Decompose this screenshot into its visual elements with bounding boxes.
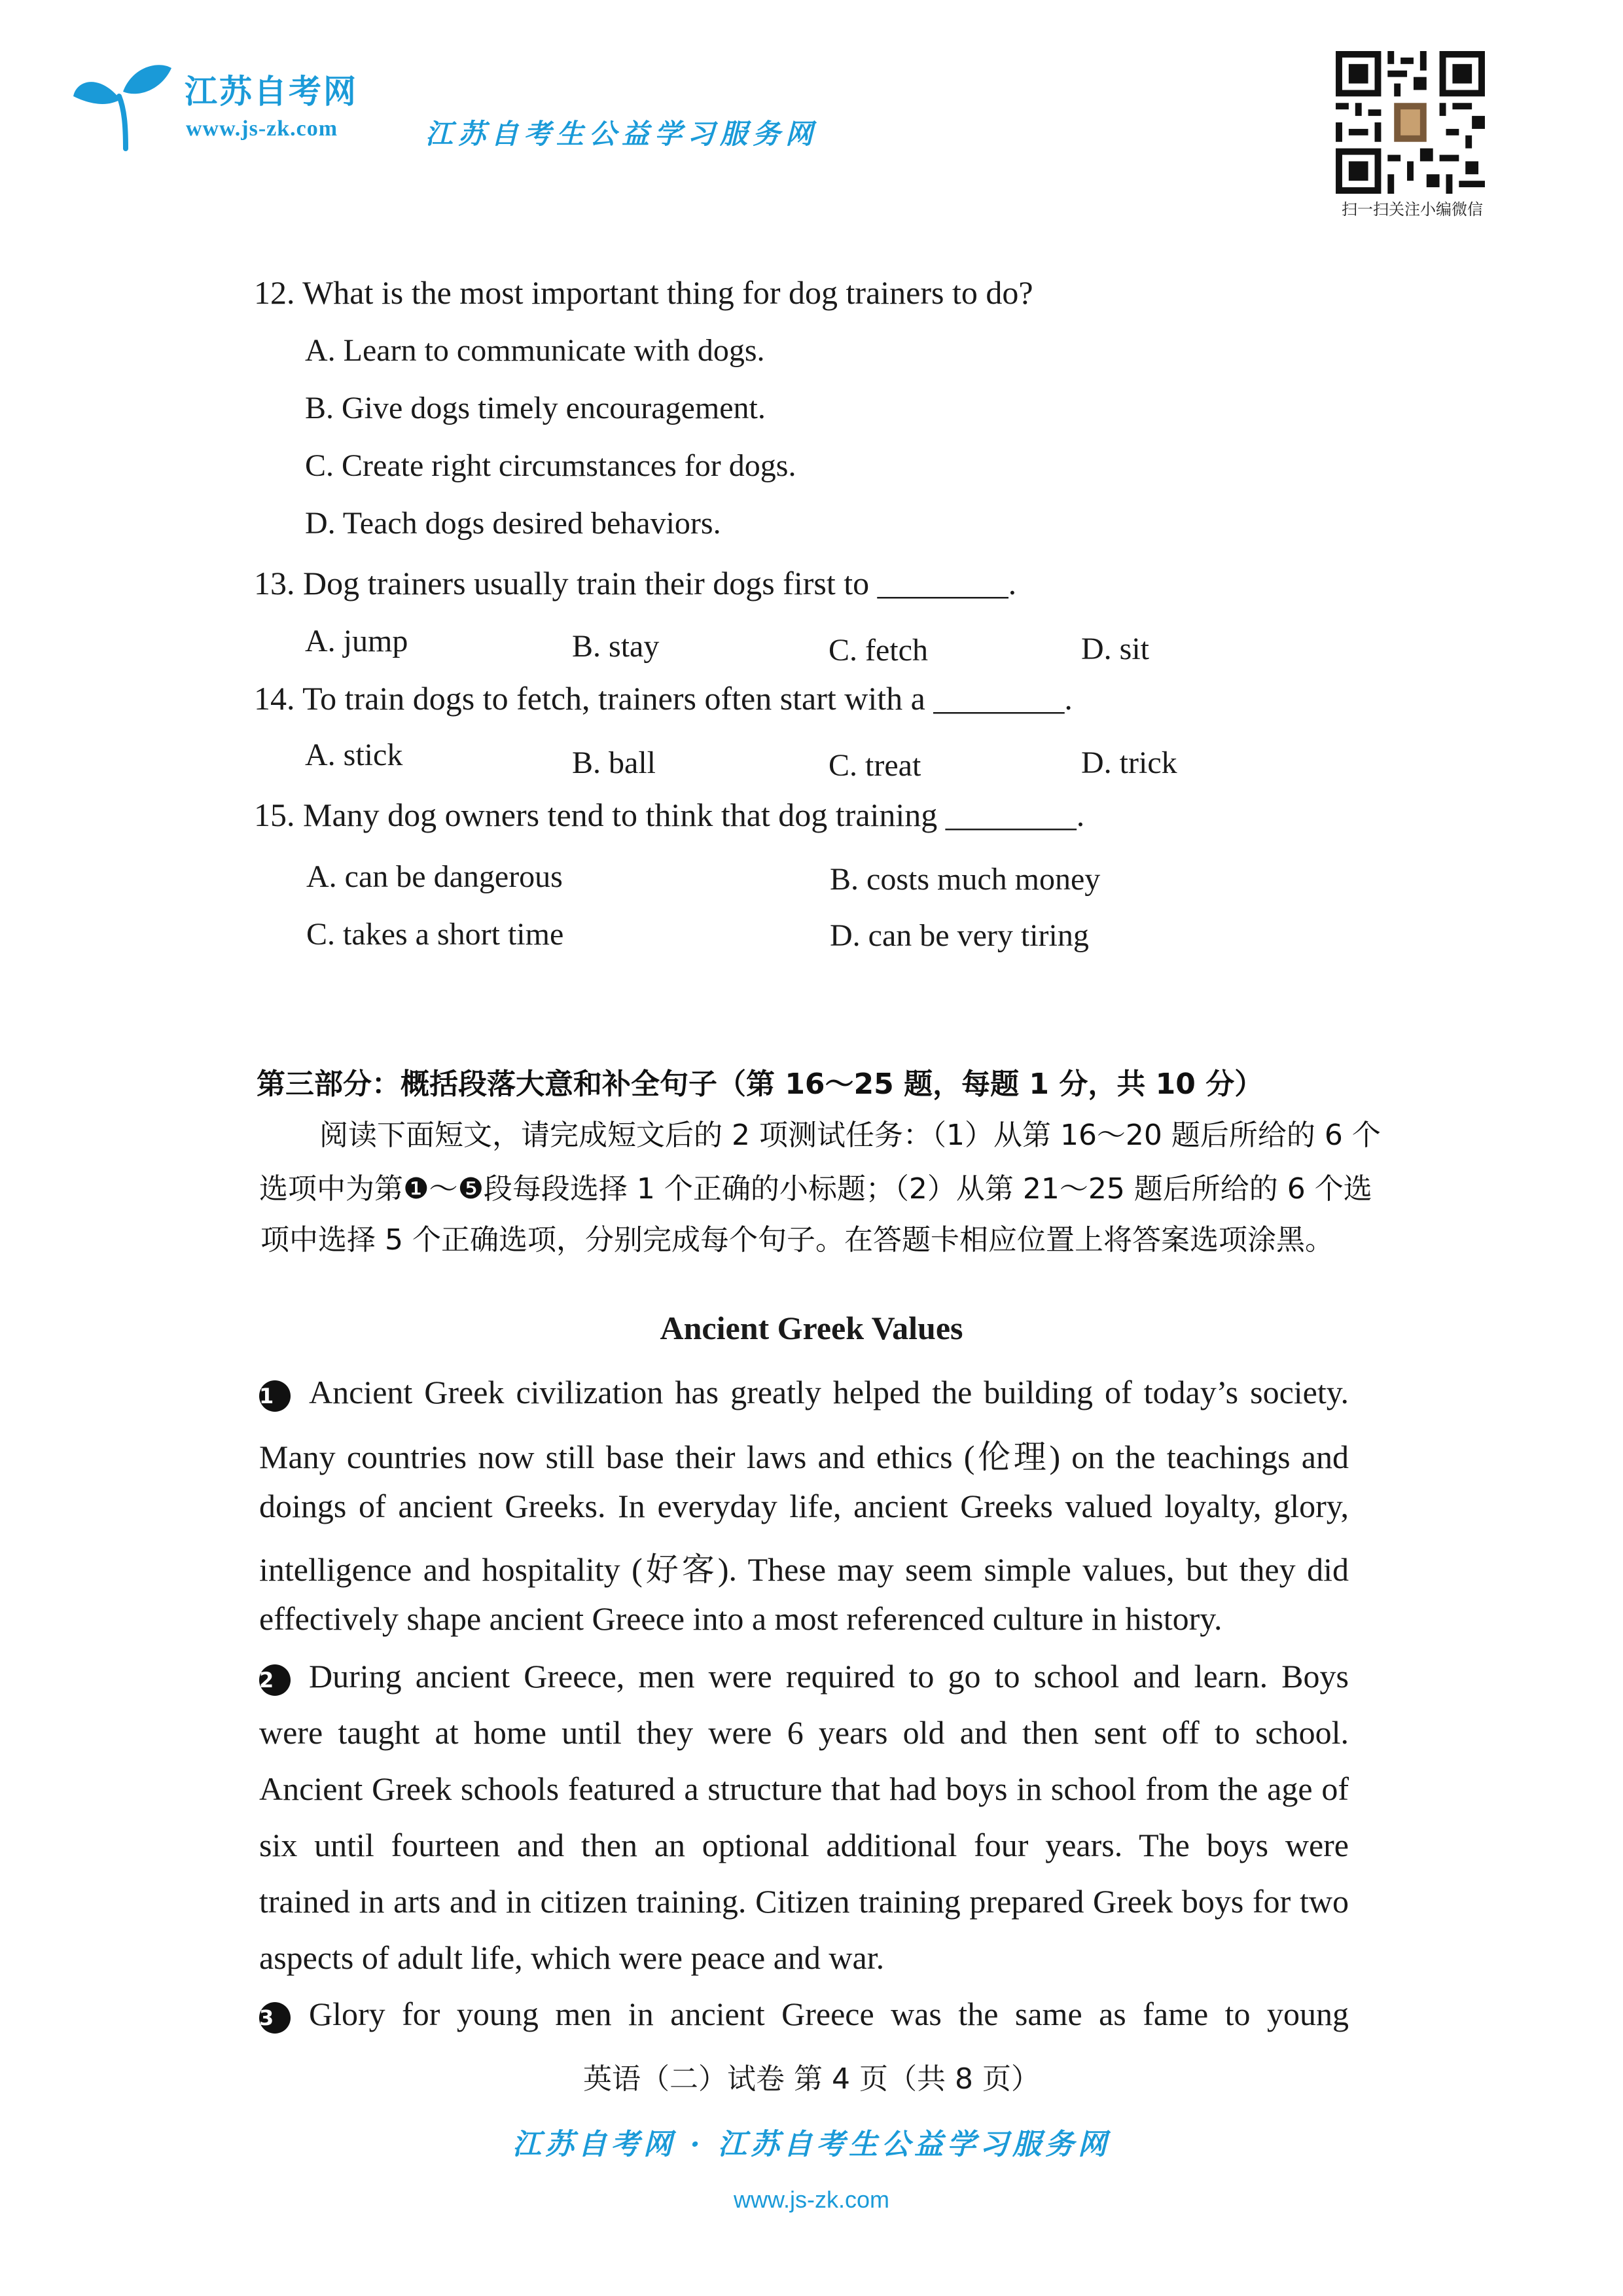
question-13-stem: 13. Dog trainers usually train their dogs first to ________. [254, 565, 1017, 601]
section3-heading: 第三部分：概括段落大意和补全句子（第 16～25 题，每题 1 分，共 10 分） [257, 1067, 1264, 1101]
section3-instruction-line: 项中选择 5 个正确选项，分别完成每个句子。在答题卡相应位置上将答案选项涂黑。 [260, 1223, 1334, 1257]
question-15-option-d: D. can be very tiring [830, 918, 1089, 953]
paragraph-1-line: 1 Ancient Greek civilization has greatly helped the building of today’s society. [259, 1374, 1349, 1410]
passage-title: Ancient Greek Values [660, 1310, 963, 1346]
question-14-option-c: C. treat [829, 748, 921, 783]
site-name: 江苏自考网 [185, 73, 358, 111]
paragraph-2-line: 2 During ancient Greece, men were required to go to school and learn. Boys [259, 1658, 1349, 1695]
qr-code-icon[interactable] [1335, 51, 1486, 194]
site-slogan: 江苏自考生公益学习服务网 [425, 118, 819, 150]
question-15-stem: 15. Many dog owners tend to think that dog training ________. [254, 797, 1085, 833]
question-12-option-a: A. Learn to communicate with dogs. [305, 333, 765, 368]
question-14-option-b: B. ball [572, 745, 656, 780]
paragraph-1-line: doings of ancient Greeks. In everyday life, ancient Greeks valued loyalty, glory, [259, 1488, 1349, 1524]
question-15-option-b: B. costs much money [830, 862, 1101, 897]
paragraph-3-line: 3 Glory for young men in ancient Greece was the same as fame to young [259, 1996, 1349, 2032]
paragraph-marker: 2 [259, 1664, 291, 1696]
question-13-option-c: C. fetch [829, 633, 928, 668]
question-13-option-d: D. sit [1081, 632, 1150, 666]
question-12-option-c: C. Create right circumstances for dogs. [305, 448, 796, 483]
question-15-option-c: C. takes a short time [306, 917, 564, 952]
question-13-option-b: B. stay [572, 629, 660, 664]
question-12-stem: 12. What is the most important thing for dog trainers to do? [254, 274, 1033, 311]
section3-instruction-line: 阅读下面短文，请完成短文后的 2 项测试任务：（1）从第 16～20 题后所给的 6 个 [319, 1119, 1381, 1152]
paragraph-1-line: effectively shape ancient Greece into a most referenced culture in history. [259, 1600, 1222, 1637]
sprout-logo-icon [73, 60, 178, 152]
paragraph-2-line: Ancient Greek schools featured a structure that had boys in school from the age of [259, 1770, 1349, 1807]
question-14-option-a: A. stick [305, 738, 403, 772]
question-12-option-b: B. Give dogs timely encouragement. [305, 391, 766, 425]
paragraph-marker: 3 [259, 2002, 291, 2034]
paragraph-2-line: six until fourteen and then an optional additional four years. The boys were [259, 1827, 1349, 1863]
question-15-option-a: A. can be dangerous [306, 859, 563, 894]
question-12-option-d: D. Teach dogs desired behaviors. [305, 506, 721, 541]
question-14-stem: 14. To train dogs to fetch, trainers often start with a ________. [254, 680, 1073, 717]
qr-caption: 扫一扫关注小编微信 [1342, 200, 1483, 219]
paragraph-marker: 1 [259, 1380, 291, 1412]
section3-instruction-line: 选项中为第❶～❺段每段选择 1 个正确的小标题；（2）从第 21～25 题后所给的 6 个选 [259, 1172, 1372, 1206]
question-13-option-a: A. jump [305, 624, 408, 658]
site-url[interactable]: www.js-zk.com [186, 117, 338, 141]
paragraph-2-line: trained in arts and in citizen training. Citizen training prepared Greek boys for two [259, 1883, 1349, 1920]
paragraph-2-line: were taught at home until they were 6 years old and then sent off to school. [259, 1714, 1349, 1751]
bottom-banner: 江苏自考网 · 江苏自考生公益学习服务网 [512, 2128, 1111, 2161]
page-number-footer: 英语（二）试卷 第 4 页（共 8 页） [583, 2062, 1040, 2096]
paragraph-1-line: intelligence and hospitality (好客). These may seem simple values, but they did [259, 1551, 1349, 1588]
bottom-url[interactable]: www.js-zk.com [733, 2186, 889, 2213]
paragraph-1-line: Many countries now still base their laws and ethics (伦理) on the teachings and [259, 1439, 1349, 1475]
paragraph-2-line: aspects of adult life, which were peace and war. [259, 1939, 885, 1976]
question-14-option-d: D. trick [1081, 745, 1177, 780]
